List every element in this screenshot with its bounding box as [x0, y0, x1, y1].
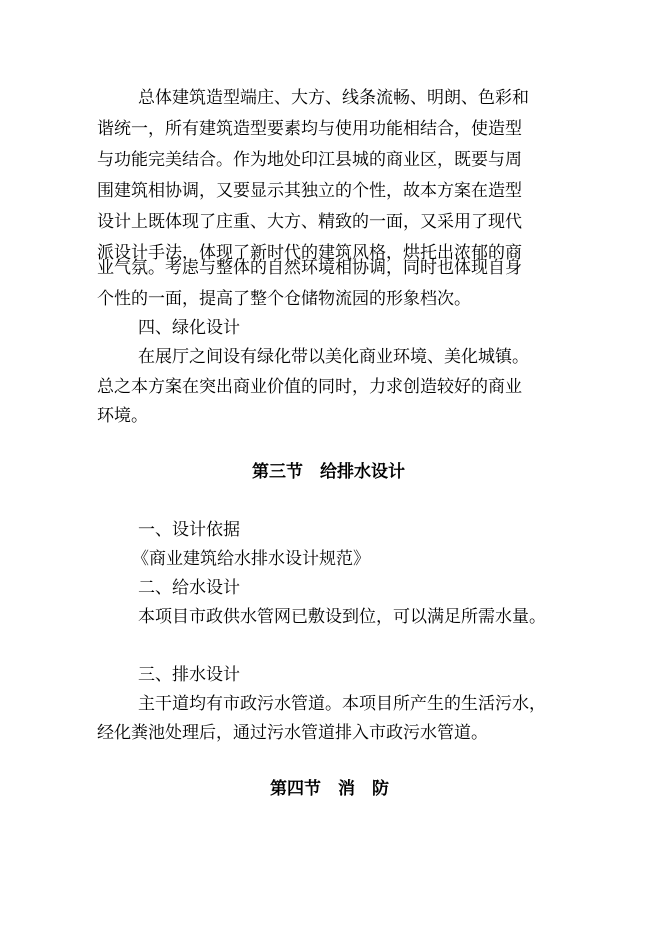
paragraph-line: 总体建筑造型端庄、大方、线条流畅、明朗、色彩和: [138, 88, 529, 108]
paragraph-line: 设计上既体现了庄重、大方、精致的一面，又采用了现代: [97, 212, 522, 232]
paragraph-line: 在展厅之间设有绿化带以美化商业环境、美化城镇。: [138, 347, 529, 367]
paragraph-line: 总之本方案在突出商业价值的同时，力求创造较好的商业: [97, 377, 522, 397]
green-design-title: 四、绿化设计: [138, 318, 240, 338]
section3-title: 第三节 给排水设计: [252, 462, 405, 482]
paragraph-line: 主干道均有市政污水管道。本项目所产生的生活污水，: [138, 694, 546, 714]
water-supply-text: 本项目市政供水管网已敷设到位，可以满足所需水量。: [138, 607, 546, 627]
section4-title: 第四节 消 防: [270, 779, 389, 799]
paragraph-line: 业气氛。考虑与整体的自然环境相协调，同时也体现自身: [97, 258, 522, 278]
drainage-title: 三、排水设计: [138, 665, 240, 685]
paragraph-line: 与功能完美结合。作为地处印江县城的商业区，既要与周: [97, 150, 522, 170]
water-supply-title: 二、给水设计: [138, 578, 240, 598]
paragraph-line: 派设计手法，体现了新时代的建筑风格，烘托出浓郁的商: [97, 243, 522, 263]
basis-title: 一、设计依据: [138, 520, 240, 540]
paragraph-line: 经化粪池处理后，通过污水管道排入市政污水管道。: [97, 723, 488, 743]
paragraph-line: 个性的一面，提高了整个仓储物流园的形象档次。: [97, 289, 471, 309]
basis-text: 《商业建筑给水排水设计规范》: [132, 549, 370, 569]
paragraph-line: 围建筑相协调，又要显示其独立的个性，故本方案在造型: [97, 181, 522, 201]
paragraph-line: 环境。: [97, 406, 148, 426]
paragraph-line: 谐统一，所有建筑造型要素均与使用功能相结合，使造型: [97, 119, 522, 139]
